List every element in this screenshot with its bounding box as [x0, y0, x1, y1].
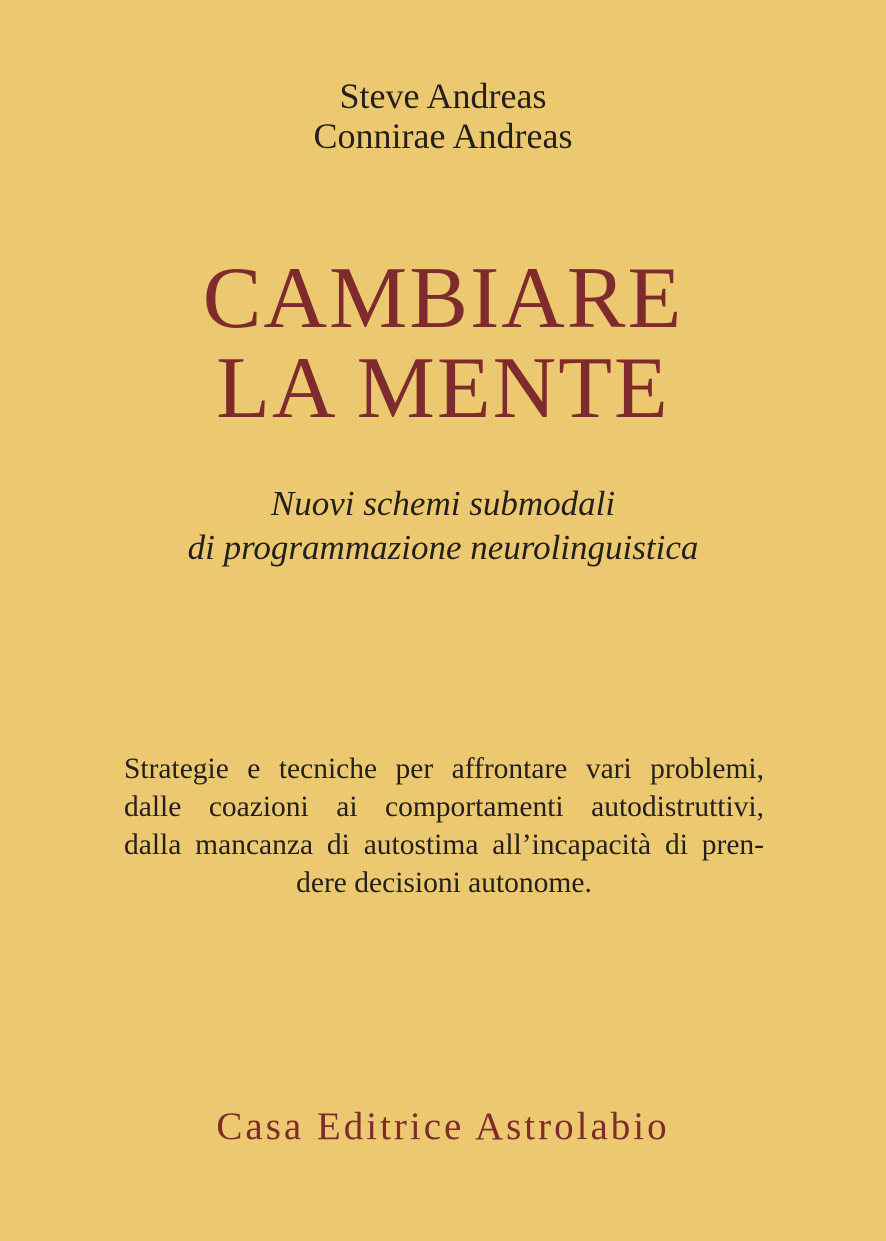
title-line: LA MENTE [216, 340, 670, 437]
book-title [0, 250, 886, 437]
subtitle-line: di programmazione neurolinguistica [187, 528, 699, 567]
blurb-line: dere decisioni autonome. [296, 867, 592, 899]
subtitle-line: Nuovi schemi submodali [270, 484, 616, 523]
title-line: CAMBIARE [202, 250, 684, 347]
authors [0, 76, 886, 156]
blurb-line: dalle coazioni ai comportamenti autodistruttivi, [124, 791, 764, 823]
cover-blurb [124, 750, 764, 902]
publisher-name: Casa Editrice Astrolabio [216, 1105, 670, 1148]
author-name: Steve Andreas [339, 76, 547, 116]
book-subtitle [0, 482, 886, 570]
author-name: Connirae Andreas [313, 116, 573, 156]
blurb-line: Strategie e tecniche per affrontare vari problemi, [124, 753, 764, 785]
blurb-line: dalla mancanza di autostima all’incapacità di pren- [124, 829, 764, 861]
